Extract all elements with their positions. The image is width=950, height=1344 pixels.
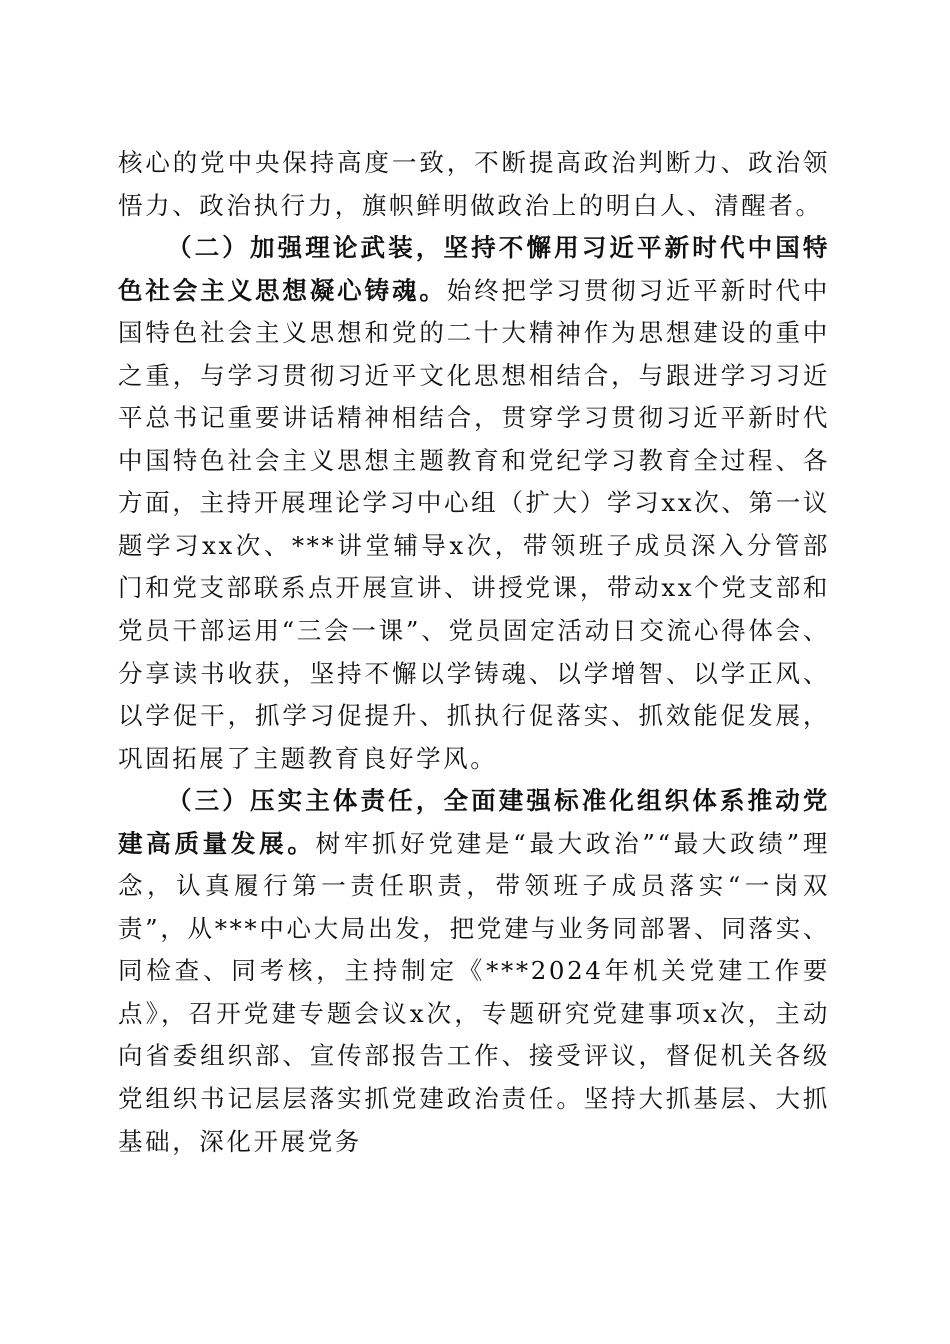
section-heading: （三）压实主体责任，全面建强标准化组织体系推动党建高质量发展。 [118,786,830,858]
paragraph-text: 核心的党中央保持高度一致，不断提高政治判断力、政治领悟力、政治执行力，旗帜鲜明做政治上的明白人、清醒者。 [118,148,830,220]
section-heading: （二）加强理论武装，坚持不懈用习近平新时代中国特色社会主义思想凝心铸魂。 [118,233,830,305]
paragraph-continuation [118,142,830,227]
paragraph-section-2 [118,227,830,780]
paragraph-section-3 [118,780,830,1163]
paragraph-text: 始终把学习贯彻习近平新时代中国特色社会主义思想和党的二十大精神作为思想建设的重中之重，与学习贯彻习近平文化思想相结合，与跟进学习习近平总书记重要讲话精神相结合，贯穿学习贯彻习近平新时代中国特色社会主义思想主题教育和党纪学习教育全过程、各方面，主持开展理论学习中心组（扩大）学习xx次、第一议题学习xx次、***讲堂辅导x次，带领班子成员深入分管部门和党支部联系点开展宣讲、讲授党课，带动xx个党支部和党员干部运用“三会一课”、党员固定活动日交流心得体会、分享读书收获，坚持不懈以学铸魂、以学增智、以学正风、以学促干，抓学习促提升、抓执行促落实、抓效能促发展，巩固拓展了主题教育良好学风。 [118,275,830,773]
paragraph-text: 树牢抓好党建是“最大政治”“最大政绩”理念，认真履行第一责任职责，带领班子成员落实“一岗双责”，从***中心大局出发，把党建与业务同部署、同落实、同检查、同考核，主持制定《***2024年机关党建工作要点》，召开党建专题会议x次，专题研究党建事项x次，主动向省委组织部、宣传部报告工作、接受评议，督促机关各级党组织书记层层落实抓党建政治责任。坚持大抓基层、大抓基础，深化开展党务 [118,828,830,1156]
document-body [118,142,830,1163]
